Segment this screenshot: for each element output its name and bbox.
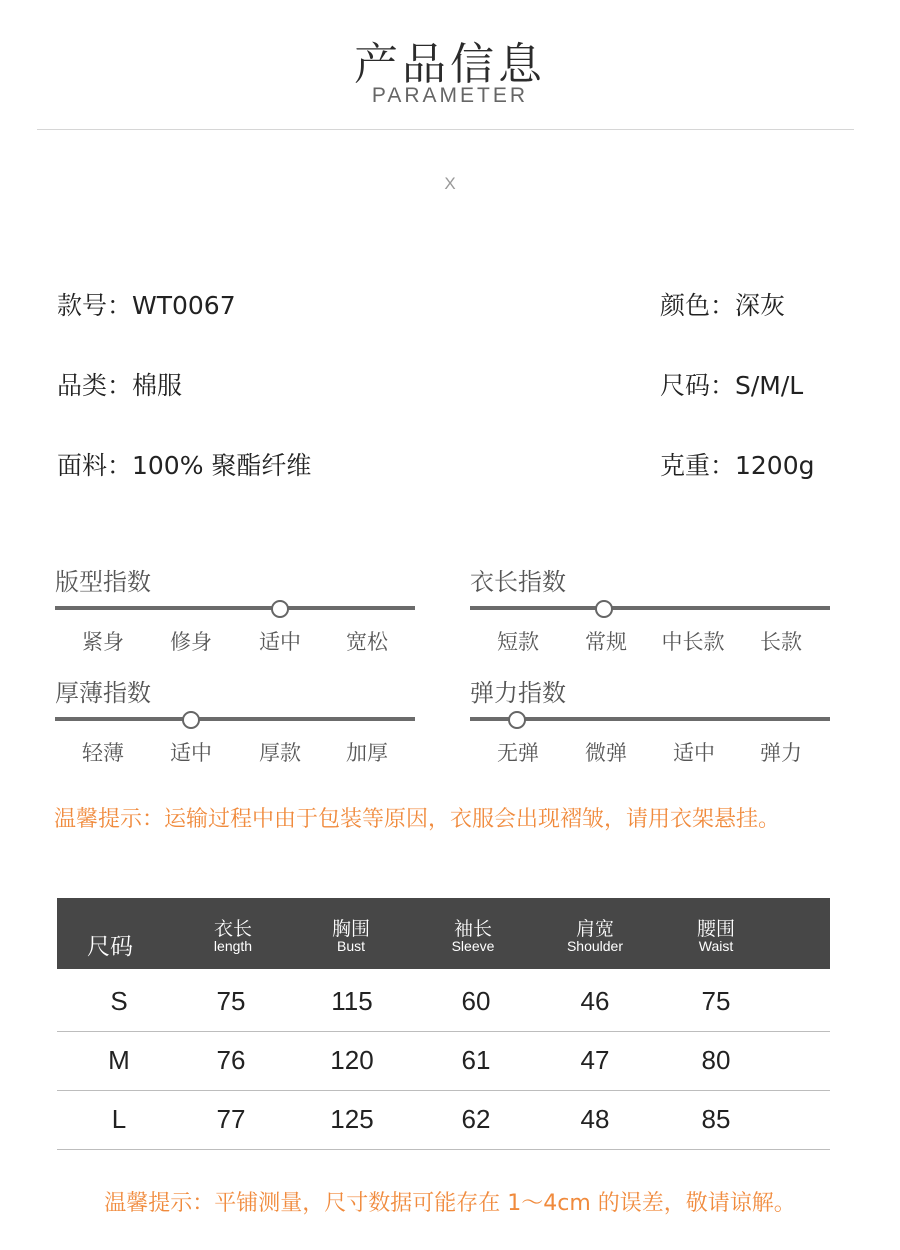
info-color: 颜色：深灰	[660, 291, 786, 320]
length-option: 中长款	[661, 630, 725, 654]
size-column-header: 尺码	[87, 934, 133, 960]
table-cell: 47	[580, 1045, 610, 1075]
column-header-bust	[291, 898, 411, 969]
divider	[37, 129, 854, 130]
length-index-knob	[595, 600, 613, 618]
column-header-en: length	[213, 938, 253, 954]
elasticity-option: 无弹	[497, 741, 539, 765]
fit-index-track	[55, 606, 415, 610]
column-header-cn: 衣长	[213, 918, 252, 940]
thickness-option: 厚款	[259, 741, 301, 765]
thickness-index-knob	[182, 711, 200, 729]
table-cell: 46	[580, 986, 610, 1016]
column-header-shoulder	[535, 898, 655, 969]
column-header-cn: 胸围	[331, 918, 370, 940]
info-fabric: 面料：100% 聚酯纤维	[57, 451, 312, 480]
length-option: 短款	[497, 630, 539, 654]
table-row	[57, 1032, 830, 1091]
table-cell: 125	[330, 1104, 374, 1134]
fit-index-knob	[271, 600, 289, 618]
measurement-tip: 温馨提示：平铺测量，尺寸数据可能存在 1～4cm 的误差，敬请谅解。	[104, 1191, 796, 1216]
column-header-cn: 肩宽	[575, 918, 614, 940]
page-subtitle: PARAMETER	[371, 84, 529, 107]
thickness-index-track	[55, 717, 415, 721]
care-tip: 温馨提示：运输过程中由于包装等原因，衣服会出现褶皱，请用衣架悬挂。	[54, 807, 781, 832]
column-header-cn: 腰围	[696, 918, 735, 940]
length-index-title: 衣长指数	[470, 568, 566, 596]
column-header-length	[173, 898, 293, 969]
length-option: 长款	[760, 630, 802, 654]
table-cell: 85	[701, 1104, 731, 1134]
close-icon: X	[444, 174, 456, 193]
page-title: 产品信息	[354, 39, 546, 90]
fit-option: 修身	[170, 630, 212, 654]
elasticity-index-title: 弹力指数	[470, 679, 566, 707]
column-header-waist	[656, 898, 776, 969]
column-header-sleeve	[413, 898, 533, 969]
column-header-en: Sleeve	[451, 938, 495, 954]
table-cell: 62	[461, 1104, 491, 1134]
table-cell: L	[111, 1104, 127, 1134]
column-header-cn: 袖长	[453, 918, 492, 940]
length-option: 常规	[585, 630, 627, 654]
info-sizes: 尺码：S/M/L	[660, 371, 804, 400]
table-cell: 76	[216, 1045, 246, 1075]
info-category: 品类：棉服	[57, 371, 183, 400]
size-table-header	[57, 898, 830, 969]
fit-option: 紧身	[82, 630, 124, 654]
table-cell: 80	[701, 1045, 731, 1075]
elasticity-option: 微弹	[585, 741, 627, 765]
column-header-en: Waist	[698, 938, 734, 954]
thickness-option: 轻薄	[82, 741, 124, 765]
fit-option: 宽松	[346, 630, 388, 654]
elasticity-option: 适中	[673, 741, 715, 765]
table-cell: 48	[580, 1104, 610, 1134]
info-weight: 克重：1200g	[660, 451, 815, 480]
table-cell: 75	[701, 986, 731, 1016]
table-cell: M	[108, 1045, 130, 1075]
thickness-option: 适中	[170, 741, 212, 765]
thickness-index-title: 厚薄指数	[55, 679, 151, 707]
column-header-en: Bust	[336, 938, 365, 954]
elasticity-index-knob	[508, 711, 526, 729]
table-row	[57, 1091, 830, 1150]
table-cell: 75	[216, 986, 246, 1016]
fit-index-title: 版型指数	[55, 568, 151, 596]
table-cell: 115	[331, 986, 373, 1016]
table-cell: S	[110, 986, 128, 1016]
elasticity-option: 弹力	[760, 741, 802, 765]
length-index-track	[470, 606, 830, 610]
fit-option: 适中	[259, 630, 301, 654]
column-header-en: Shoulder	[566, 938, 624, 954]
table-cell: 61	[461, 1045, 491, 1075]
table-cell: 77	[216, 1104, 246, 1134]
table-row	[57, 973, 830, 1032]
table-cell: 60	[461, 986, 491, 1016]
thickness-option: 加厚	[346, 741, 388, 765]
info-style-no: 款号：WT0067	[57, 291, 236, 320]
table-cell: 120	[330, 1045, 374, 1075]
